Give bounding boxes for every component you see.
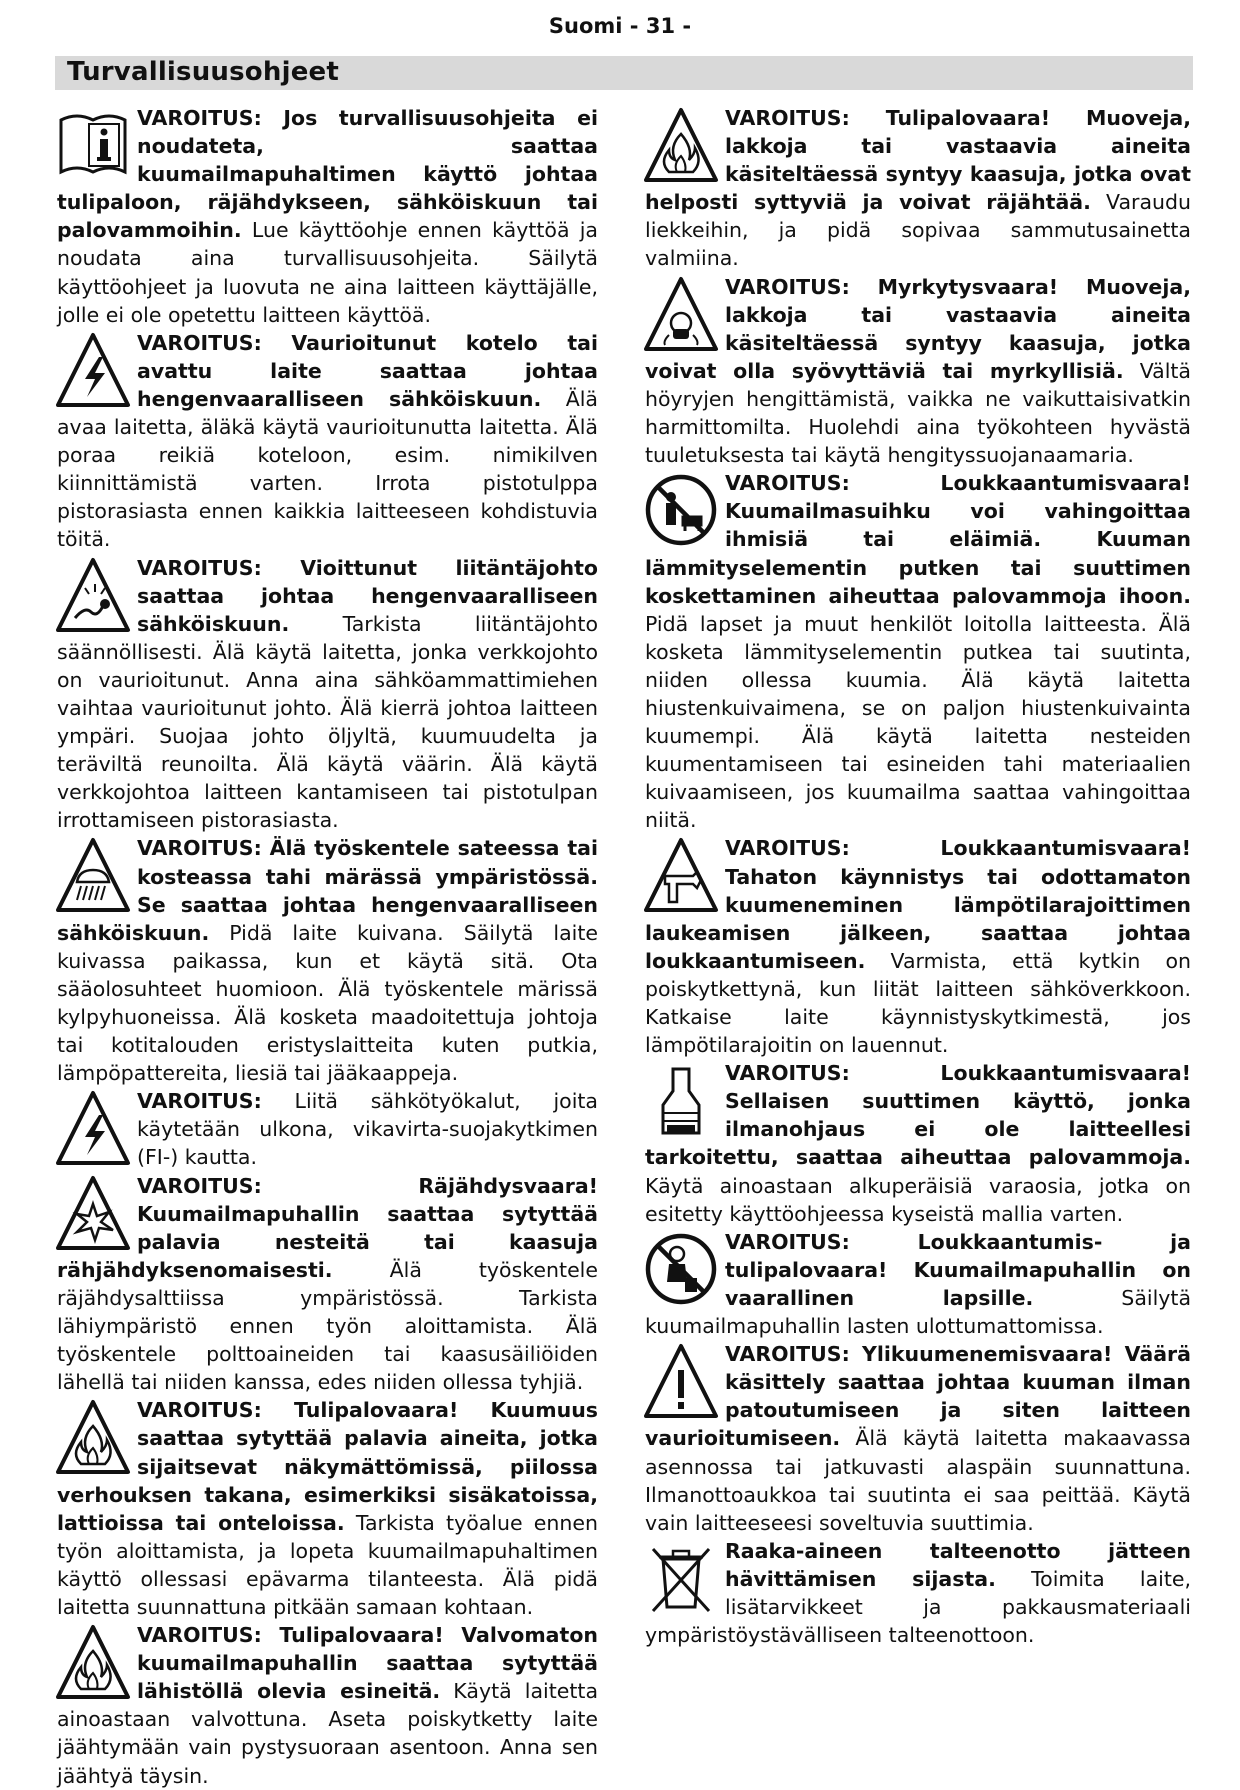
warning-paragraph [645,469,1191,834]
warning-paragraph [645,1228,1191,1340]
warning-paragraph [57,554,598,835]
warning-body: Varaudu liekkeihin, ja pidä sopivaa sammutusainetta valmiina. [645,190,1192,271]
warning-body: Liitä sähkötyökalut, joita käytetään ulkona, vikavirta-suojakytkimen (FI-) kautta. [137,1089,598,1170]
warning-paragraph [57,834,598,1087]
warning-heading: VAROITUS: Loukkaantumisvaara! Sellaisen suuttimen käyttö, jonka ilmanohjaus ei ole laitteellesi tarkoitettu, saattaa aiheuttaa palovammoja. [645,1061,1191,1170]
warning-heading: VAROITUS: Loukkaantumisvaara! Kuumailmasuihku voi vahingoittaa ihmisiä tai eläimiä. Kuuman lämmityselementin putken tai suuttimen koskettaminen aiheuttaa palovammoja ihoon. [645,471,1191,608]
warning-heading: VAROITUS: Älä työskentele sateessa tai kosteassa tahi märässä ympäristössä. Se saattaa johtaa hengenvaaralliseen sähköiskuun. [57,836,598,945]
warning-heading: VAROITUS: Loukkaantumis- ja tulipalovaara! Kuumailmapuhallin on vaarallinen lapsille. [725,1229,1191,1310]
warning-paragraph [57,329,598,554]
electric-shock-warning-icon [55,1089,131,1171]
warning-body: Toimita laite, lisätarvikkeet ja pakkausmateriaali ympäristöystävälliseen talteenottoon. [645,1566,1191,1648]
warning-paragraph [645,104,1191,273]
warning-body: Käytä ainoastaan alkuperäisiä varaosia, jotka on esitetty käyttöohjeessa kyseistä mallia varten. [645,1173,1191,1226]
warning-heading: VAROITUS: Tulipalovaara! Muoveja, lakkoja tai vastaavia aineita käsiteltäessä syntyy kaasuja, jotka ovat helposti syttyviä ja voivat räjähtää. [645,106,1191,215]
warning-heading: VAROITUS: Loukkaantumisvaara! Tahaton käynnistys tai odottamaton kuumeneminen lämpötilarajoittimen laukeamisen jälkeen, saattaa johtaa loukkaantumiseen. [645,836,1191,973]
fire-warning-icon [55,1398,131,1480]
warning-body: Varmista, että kytkin on poiskytkettynä, kun liität laitteen sähköverkkoon. Katkaise laite käynnistyskytkimestä, jos lämpötilarajoitin on lauennut. [645,948,1191,1058]
warning-paragraph [645,1537,1191,1649]
warning-heading: VAROITUS: Jos turvallisuusohjeita ei noudateta, saattaa kuumailmapuhaltimen käyttö johtaa tulipaloon, räjähdykseen, sähköiskuun tai palovammoihin. [57,106,598,243]
warning-body: Lue käyttöohje ennen käyttöä ja noudata aina turvallisuusohjeita. Säilytä käyttöohjeet ja luovuta ne aina laitteen käyttäjälle, jolle ei ole opetettu laitteen käyttöä. [57,218,598,327]
warning-heading: Raaka-aineen talteenotto jätteen hävittämisen sijasta. [725,1538,1191,1591]
right-column [645,104,1191,1649]
no-people-animals-icon [643,471,719,553]
warning-heading: VAROITUS: Tulipalovaara! Valvomaton kuumailmapuhallin saattaa sytyttää lähistöllä olevia esineitä. [137,1623,598,1704]
warning-body: Pidä laite kuivana. Säilytä laite kuivassa paikassa, kun et käytä sitä. Ota sääolosuhteet huomioon. Älä työskentele märissä kylpyhuoneissa. Älä kosketa maadoitettuja johtoja tai kotitalouden eristyslaitteita kuten putkia, lämpöpattereita, liesiä tai jääkaappeja. [57,920,598,1086]
left-column [57,104,598,1790]
warning-body: Vältä höyryjen hengittämistä, vaikka ne vaikuttaisivatkin harmittomilta. Huolehdi aina työkohteen hyvästä tuuletuksesta tai käytä hengityssuojanaamaria. [645,358,1191,468]
warning-paragraph [645,273,1191,470]
info-manual-icon [55,106,131,188]
warning-body: Älä käytä laitetta makaavassa asennossa tai jatkuvasti alaspäin suunnattuna. Ilmanottoaukkoa tai suutinta ei saa peittää. Käytä vain laitteeseesi soveltuvia suuttimia. [645,1426,1191,1535]
warning-body: Älä avaa laitetta, äläkä käytä vaurioitunutta laitetta. Älä poraa reikiä koteloon, esim. nimikilven kiinnittämistä varten. Irrota pistotulppa pistorasiasta ennen kaikkia laitteeseen kohdistuvia töitä. [57,386,598,552]
warning-heading: VAROITUS: [137,1089,262,1114]
warning-body: Tarkista työalue ennen työn aloittamista, ja lopeta kuumailmapuhaltimen käyttö ollessasi epävarma tilanteesta. Älä pidä laitetta suunnattuna pitkään samaan kohtaan. [57,1510,598,1619]
warning-heading: VAROITUS: Vaurioitunut kotelo tai avattu laite saattaa johtaa hengenvaaralliseen sähköiskuun. [137,330,598,411]
heat-gun-warning-icon [643,836,719,918]
warning-paragraph [645,834,1191,1059]
warning-body: Tarkista liitäntäjohto säännöllisesti. Älä käytä laitetta, jonka verkkojohto on vaurioitunut. Anna aina sähköammattimiehen vaihtaa vaurioitunut johto. Älä kierrä johtoa laitteen ympäri. Suojaa johto öljyltä, kuumuudelta ja teräviltä reunoilta. Älä käytä väärin. Älä käytä verkkojohtoa laitteen kantamiseen tai pistotulpan irrottamiseen pistorasiasta. [57,611,598,833]
warning-paragraph [57,1396,598,1621]
warning-body: Pidä lapset ja muut henkilöt loitolla laitteesta. Älä kosketa lämmityselementin putkea tai suutinta, niiden ollessa kuumia. Älä käytä laitetta hiustenkuivaimena, se on paljon hiustenkuivainta kuumempi. Älä käytä laitetta nesteiden kuumentamiseen tai esineiden tahi materiaalien kuivaamiseen, jos kuumailma saattaa vahingoittaa niitä. [645,611,1191,833]
warning-heading: VAROITUS: Räjähdysvaara! Kuumailmapuhallin saattaa sytyttää palavia nesteitä tai kaasuja rähjähdyksenomaisesti. [57,1173,598,1282]
fire-warning-icon [55,1623,131,1705]
warning-body: Säilytä kuumailmapuhallin lasten ulottumattomissa. [645,1285,1192,1339]
warning-paragraph [57,1087,598,1171]
warning-paragraph [645,1059,1191,1228]
section-title-bar [55,56,1193,90]
warning-body: Käytä laitetta ainoastaan valvottuna. Aseta poiskytketty laite jäähtymään vain pystysuoraan asentoon. Anna sen jäähtyä täysin. [57,1679,599,1788]
warning-heading: VAROITUS: Vioittunut liitäntäjohto saattaa johtaa hengenvaaralliseen sähköiskuun. [137,555,598,636]
warning-heading: VAROITUS: Ylikuumenemisvaara! Väärä käsittely saattaa johtaa kuuman ilman patoutumiseen ja siten laitteen vaurioitumiseen. [645,1342,1191,1451]
toxic-fumes-warning-icon [643,275,719,357]
warning-heading: VAROITUS: Tulipalovaara! Kuumuus saattaa sytyttää palavia aineita, jotka sijaitsevat näkymättömissä, piilossa verhouksen takana, esimerkiksi sisäkatoissa, lattioissa tai onteloissa. [57,1398,598,1535]
electric-shock-warning-icon [55,331,131,413]
section-title: Turvallisuusohjeet [67,57,339,87]
warning-paragraph [57,1172,598,1397]
warning-paragraph [645,1340,1191,1537]
page-header: Suomi - 31 - [548,14,692,38]
exclamation-warning-icon [643,1342,719,1424]
crossed-bin-icon [643,1539,719,1621]
no-children-icon [643,1230,719,1312]
warning-heading: VAROITUS: Myrkytysvaara! Muoveja, lakkoja tai vastaavia aineita käsiteltäessä syntyy kaasuja, jotka voivat olla syövyttäviä tai myrkyllisiä. [645,274,1191,383]
warning-paragraph [57,104,598,329]
explosion-warning-icon [55,1174,131,1256]
fire-warning-icon [643,106,719,188]
damaged-cord-warning-icon [55,556,131,638]
rain-warning-icon [55,836,131,918]
warning-body: Älä työskentele räjähdysalttiissa ympäristössä. Tarkista lähiympäristö ennen työn aloittamista. Älä työskentele polttoaineiden tai kaasusäiliöiden lähellä tai niiden kanssa, edes niiden ollessa tyhjiä. [57,1257,598,1395]
nozzle-icon [643,1061,719,1143]
warning-paragraph [57,1621,598,1790]
